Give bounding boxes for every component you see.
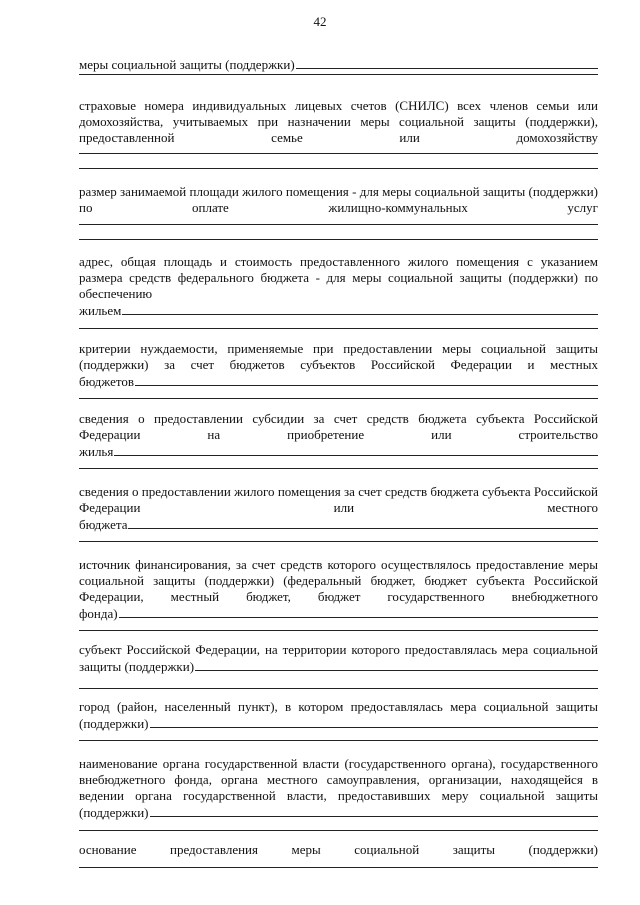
text-line: субъект Российской Федерации, на территории которого предоставлялась мера социальной <box>79 642 598 657</box>
fill-line[interactable] <box>150 715 599 728</box>
section-funding-source <box>79 557 598 631</box>
blank-line[interactable] <box>79 74 598 75</box>
blank-line[interactable] <box>79 398 598 399</box>
text-line: (поддержки) за счет бюджетов субъектов Российской Федерации и местных <box>79 357 598 372</box>
text-line: сведения о предоставлении жилого помещения за счет средств бюджета субъекта Российской <box>79 484 598 499</box>
fill-line[interactable] <box>114 443 598 456</box>
field-label: жилья <box>79 444 114 459</box>
section-need-criteria <box>79 341 598 399</box>
blank-line[interactable] <box>79 830 598 831</box>
blank-line[interactable] <box>79 740 598 741</box>
text-line: предоставленной семье или домохозяйству <box>79 130 598 145</box>
fill-line[interactable] <box>296 56 598 69</box>
fill-line[interactable] <box>150 804 599 817</box>
fill-line[interactable] <box>135 373 598 386</box>
field-label: (поддержки) <box>79 805 149 820</box>
text-line: критерии нуждаемости, применяемые при предоставлении меры социальной защиты <box>79 341 598 356</box>
field-label: фонда) <box>79 606 118 621</box>
text-line: Федерации, местный бюджет, бюджет государственного внебюджетного <box>79 589 598 604</box>
text-line: по оплате жилищно-коммунальных услуг <box>79 200 598 215</box>
section-housing-provision <box>79 484 598 542</box>
blank-line[interactable] <box>79 224 598 225</box>
section-living-area <box>79 184 598 240</box>
field-label: (поддержки) <box>79 716 149 731</box>
section-federal-subject <box>79 642 598 689</box>
text-line: домохозяйства, учитываемых при назначении меры социальной защиты (поддержки), <box>79 114 598 129</box>
text-line: внебюджетного фонда, органа местного самоуправления, организации, находящейся в <box>79 772 598 787</box>
field-label: жильем <box>79 303 122 318</box>
text-line: Федерации или местного <box>79 500 598 515</box>
section-snils <box>79 98 598 169</box>
section-city <box>79 699 598 741</box>
blank-line[interactable] <box>79 541 598 542</box>
fill-line[interactable] <box>119 605 598 618</box>
text-line: размер занимаемой площади жилого помещения - для меры социальной защиты (поддержки) <box>79 184 598 199</box>
text-line: страховые номера индивидуальных лицевых счетов (СНИЛС) всех членов семьи или <box>79 98 598 113</box>
text-line: ведении органа государственной власти, предоставивших меру социальной защиты <box>79 788 598 803</box>
text-line: Федерации на приобретение или строительство <box>79 427 598 442</box>
field-label: бюджетов <box>79 374 135 389</box>
text-line: обеспечению <box>79 286 153 301</box>
section-housing-subsidy <box>79 411 598 469</box>
section-authority-name <box>79 756 598 831</box>
text-line: социальной защиты (поддержки) (федеральный бюджет, бюджет субъекта Российской <box>79 573 598 588</box>
section-basis <box>79 842 598 868</box>
blank-line[interactable] <box>79 468 598 469</box>
fill-line[interactable] <box>122 302 598 315</box>
text-line: основание предоставления меры социальной защиты (поддержки) <box>79 842 598 857</box>
blank-line[interactable] <box>79 168 598 169</box>
section-social-measure <box>79 56 598 75</box>
text-line: источник финансирования, за счет средств которого осуществлялось предоставление меры <box>79 557 598 572</box>
text-line: сведения о предоставлении субсидии за счет средств бюджета субъекта Российской <box>79 411 598 426</box>
text-line: наименование органа государственной власти (государственного органа), государственного <box>79 756 598 771</box>
blank-line[interactable] <box>79 630 598 631</box>
blank-line[interactable] <box>79 153 598 154</box>
field-label: защиты (поддержки) <box>79 659 195 674</box>
blank-line[interactable] <box>79 688 598 689</box>
field-label: бюджета <box>79 517 128 532</box>
blank-line[interactable] <box>79 328 598 329</box>
blank-line[interactable] <box>79 867 598 868</box>
text-line: адрес, общая площадь и стоимость предоставленного жилого помещения с указанием <box>79 254 598 269</box>
text-line: город (район, населенный пункт), в котором предоставлялась мера социальной защиты <box>79 699 598 714</box>
fill-line[interactable] <box>195 658 598 671</box>
blank-line[interactable] <box>79 239 598 240</box>
text-line: размера средств федерального бюджета - для меры социальной защиты (поддержки) по <box>79 270 598 285</box>
section-housing-address <box>79 254 598 329</box>
fill-line[interactable] <box>128 516 598 529</box>
page-number: 42 <box>313 14 327 29</box>
field-label: меры социальной защиты (поддержки) <box>79 57 295 72</box>
